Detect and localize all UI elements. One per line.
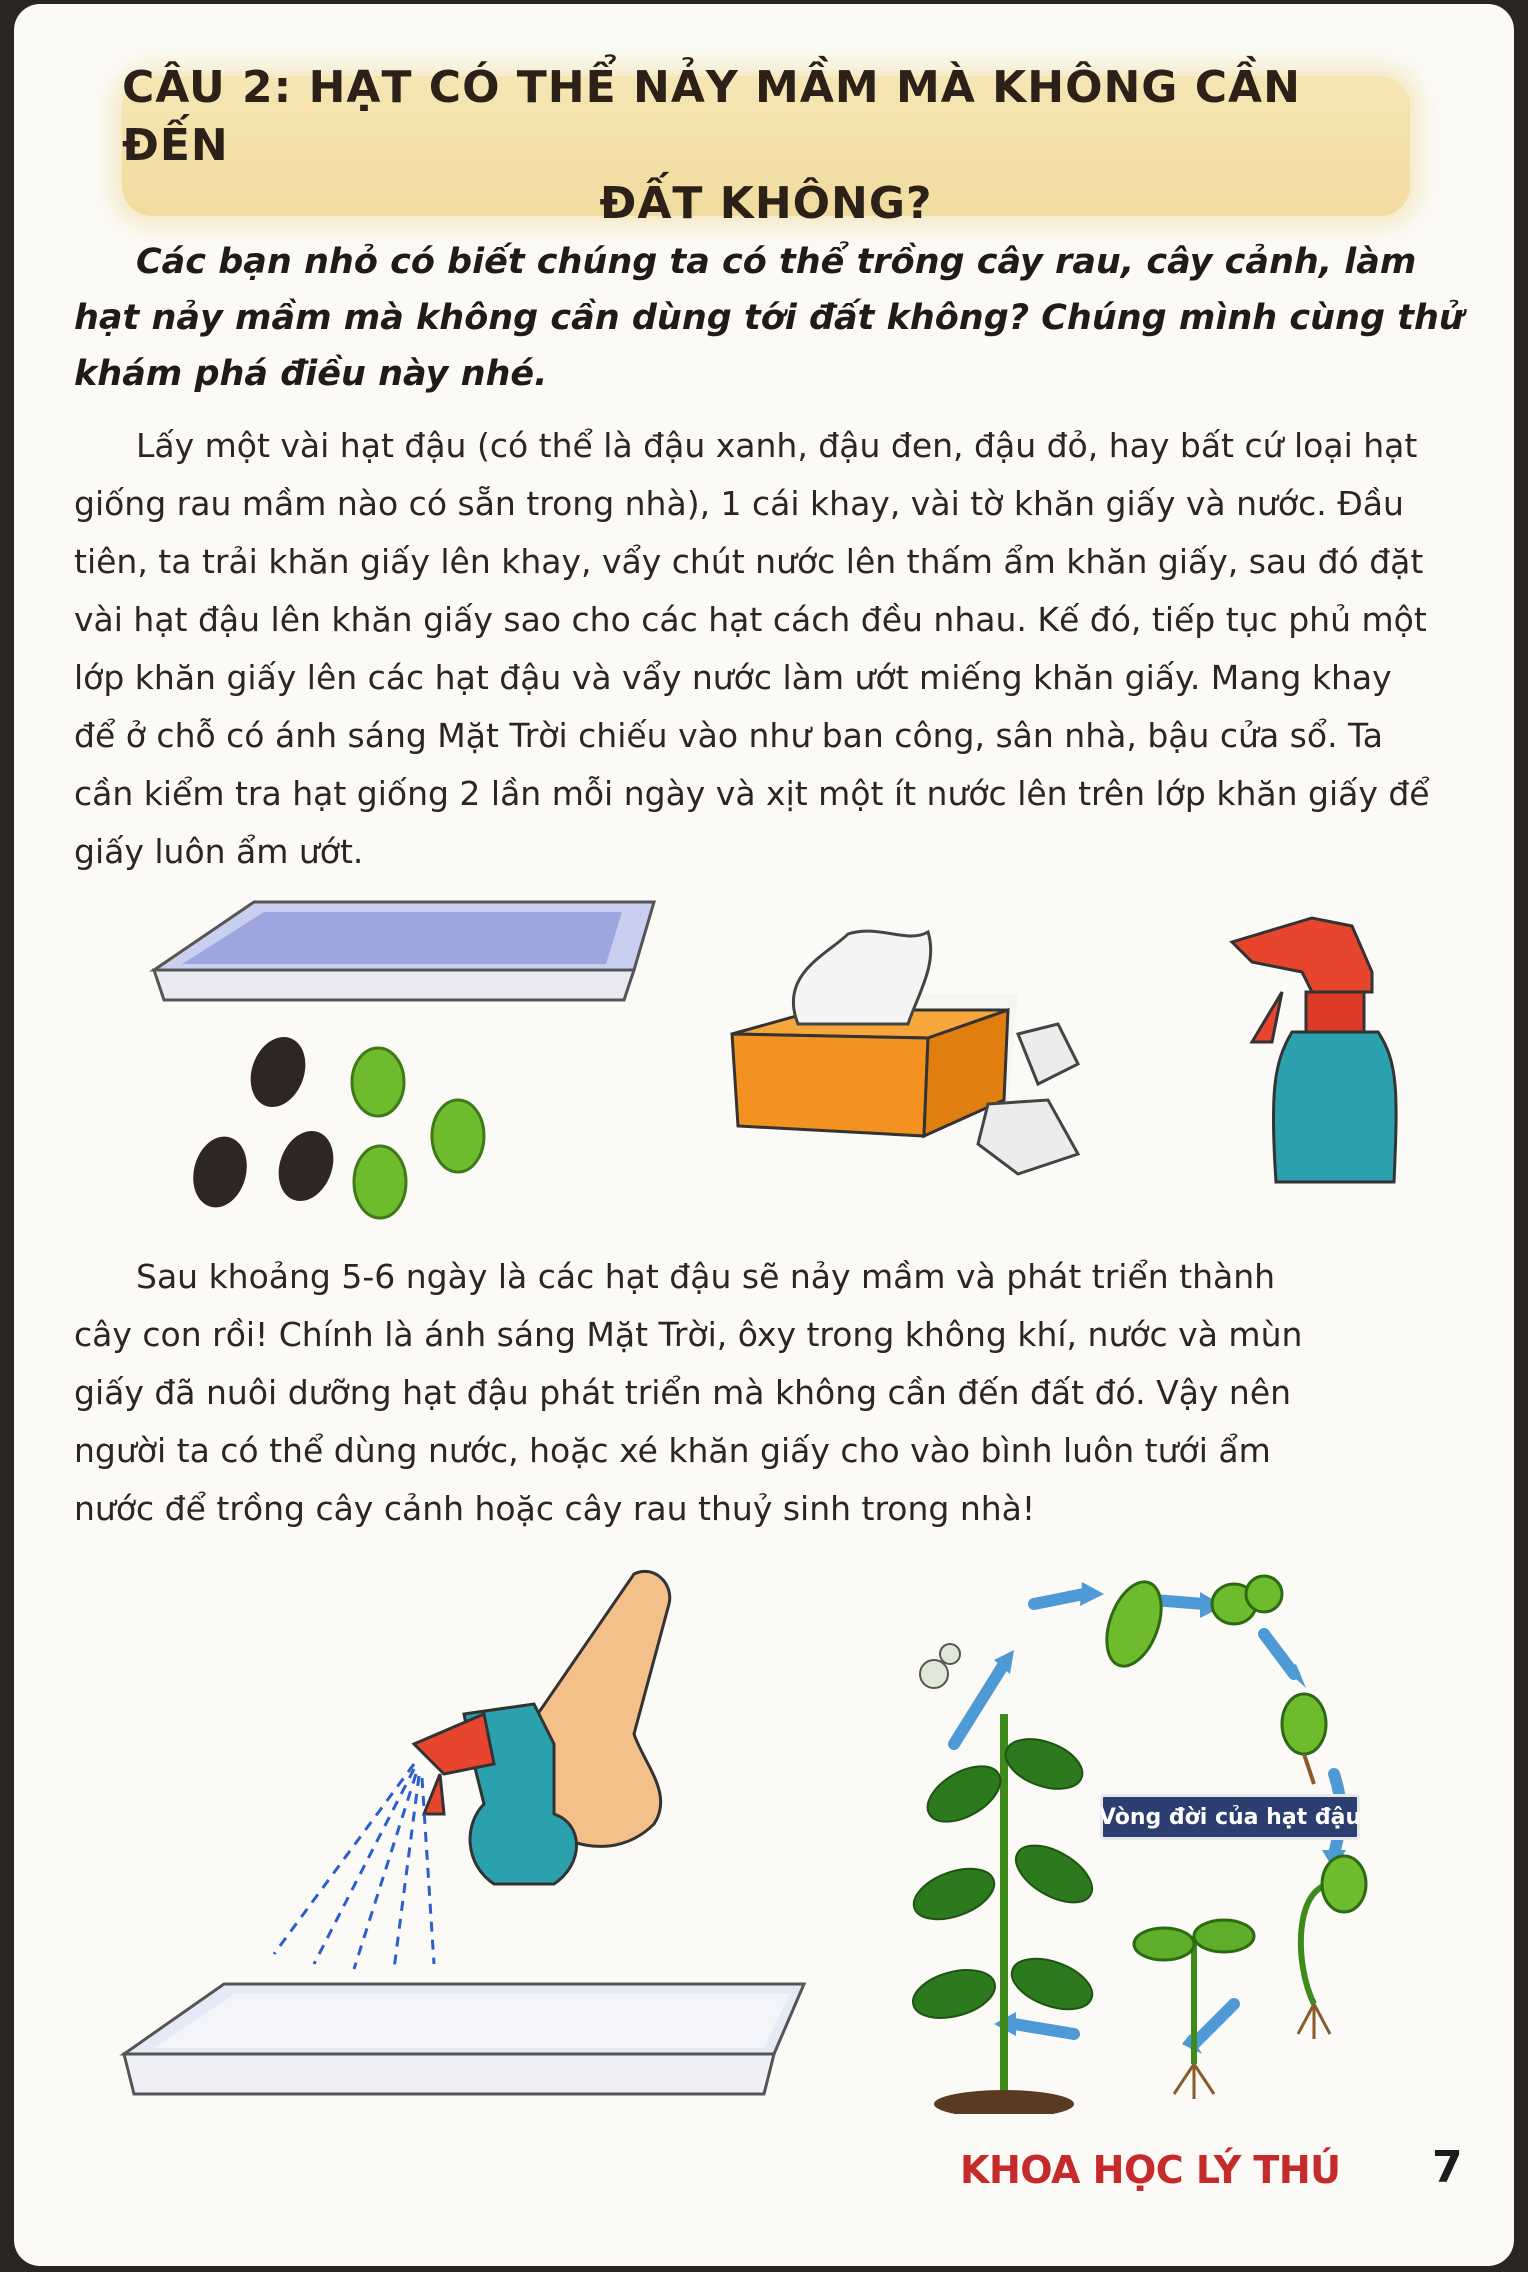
book-title: KHOA HỌC LÝ THÚ (960, 2148, 1341, 2192)
question-title-banner (122, 62, 1410, 229)
intro-paragraph (74, 234, 1474, 402)
paragraph-line: cây con rồi! Chính là ánh sáng Mặt Trời, ôxy trong không khí, nước và mùn (74, 1315, 1303, 1354)
paragraph-line: Lấy một vài hạt đậu (có thể là đậu xanh, đậu đen, đậu đỏ, hay bất cứ loại hạt (136, 426, 1418, 465)
intro-line: khám phá điều này nhé. (74, 354, 548, 394)
spraying-tray-illustration (114, 1564, 814, 2134)
intro-line: Các bạn nhỏ có biết chúng ta có thể trồng cây rau, cây cảnh, làm (136, 242, 1417, 282)
paragraph-line: tiên, ta trải khăn giấy lên khay, vẩy chút nước lên thấm ẩm khăn giấy, sau đó đặt (74, 542, 1424, 581)
paragraph-line: lớp khăn giấy lên các hạt đậu và vẩy nước làm ướt miếng khăn giấy. Mang khay (74, 658, 1392, 697)
paragraph-line: Sau khoảng 5-6 ngày là các hạt đậu sẽ nảy mầm và phát triển thành (136, 1257, 1276, 1296)
question-title-line-1: CÂU 2: HẠT CÓ THỂ NẢY MẦM MÀ KHÔNG CẦN ĐẾN (122, 62, 1301, 171)
beans-illustration (180, 1032, 510, 1222)
result-paragraph (74, 1248, 1474, 1538)
lifecycle-label: Vòng đời của hạt đậu (1100, 1794, 1360, 1840)
spray-bottle-illustration (1222, 912, 1402, 1202)
paragraph-line: để ở chỗ có ánh sáng Mặt Trời chiếu vào như ban công, sân nhà, bậu cửa sổ. Ta (74, 716, 1383, 755)
instructions-paragraph (74, 417, 1474, 881)
paragraph-line: giấy luôn ẩm ướt. (74, 832, 364, 871)
intro-line: hạt nảy mầm mà không cần dùng tới đất không? Chúng mình cùng thử (74, 298, 1464, 338)
paragraph-line: người ta có thể dùng nước, hoặc xé khăn giấy cho vào bình luôn tưới ẩm (74, 1431, 1271, 1470)
tray-illustration (134, 890, 664, 1020)
paragraph-line: cần kiểm tra hạt giống 2 lần mỗi ngày và xịt một ít nước lên trên lớp khăn giấy để (74, 774, 1430, 813)
paragraph-line: giấy đã nuôi dưỡng hạt đậu phát triển mà không cần đến đất đó. Vậy nên (74, 1373, 1292, 1412)
paragraph-line: giống rau mầm nào có sẵn trong nhà), 1 cái khay, vài tờ khăn giấy và nước. Đầu (74, 484, 1404, 523)
tissue-box-illustration (718, 914, 1118, 1194)
paragraph-line: nước để trồng cây cảnh hoặc cây rau thuỷ sinh trong nhà! (74, 1489, 1036, 1528)
question-title-line-2: ĐẤT KHÔNG? (599, 178, 933, 229)
page-number: 7 (1432, 2142, 1463, 2193)
page (14, 4, 1514, 2266)
paragraph-line: vài hạt đậu lên khăn giấy sao cho các hạt cách đều nhau. Kế đó, tiếp tục phủ một (74, 600, 1427, 639)
